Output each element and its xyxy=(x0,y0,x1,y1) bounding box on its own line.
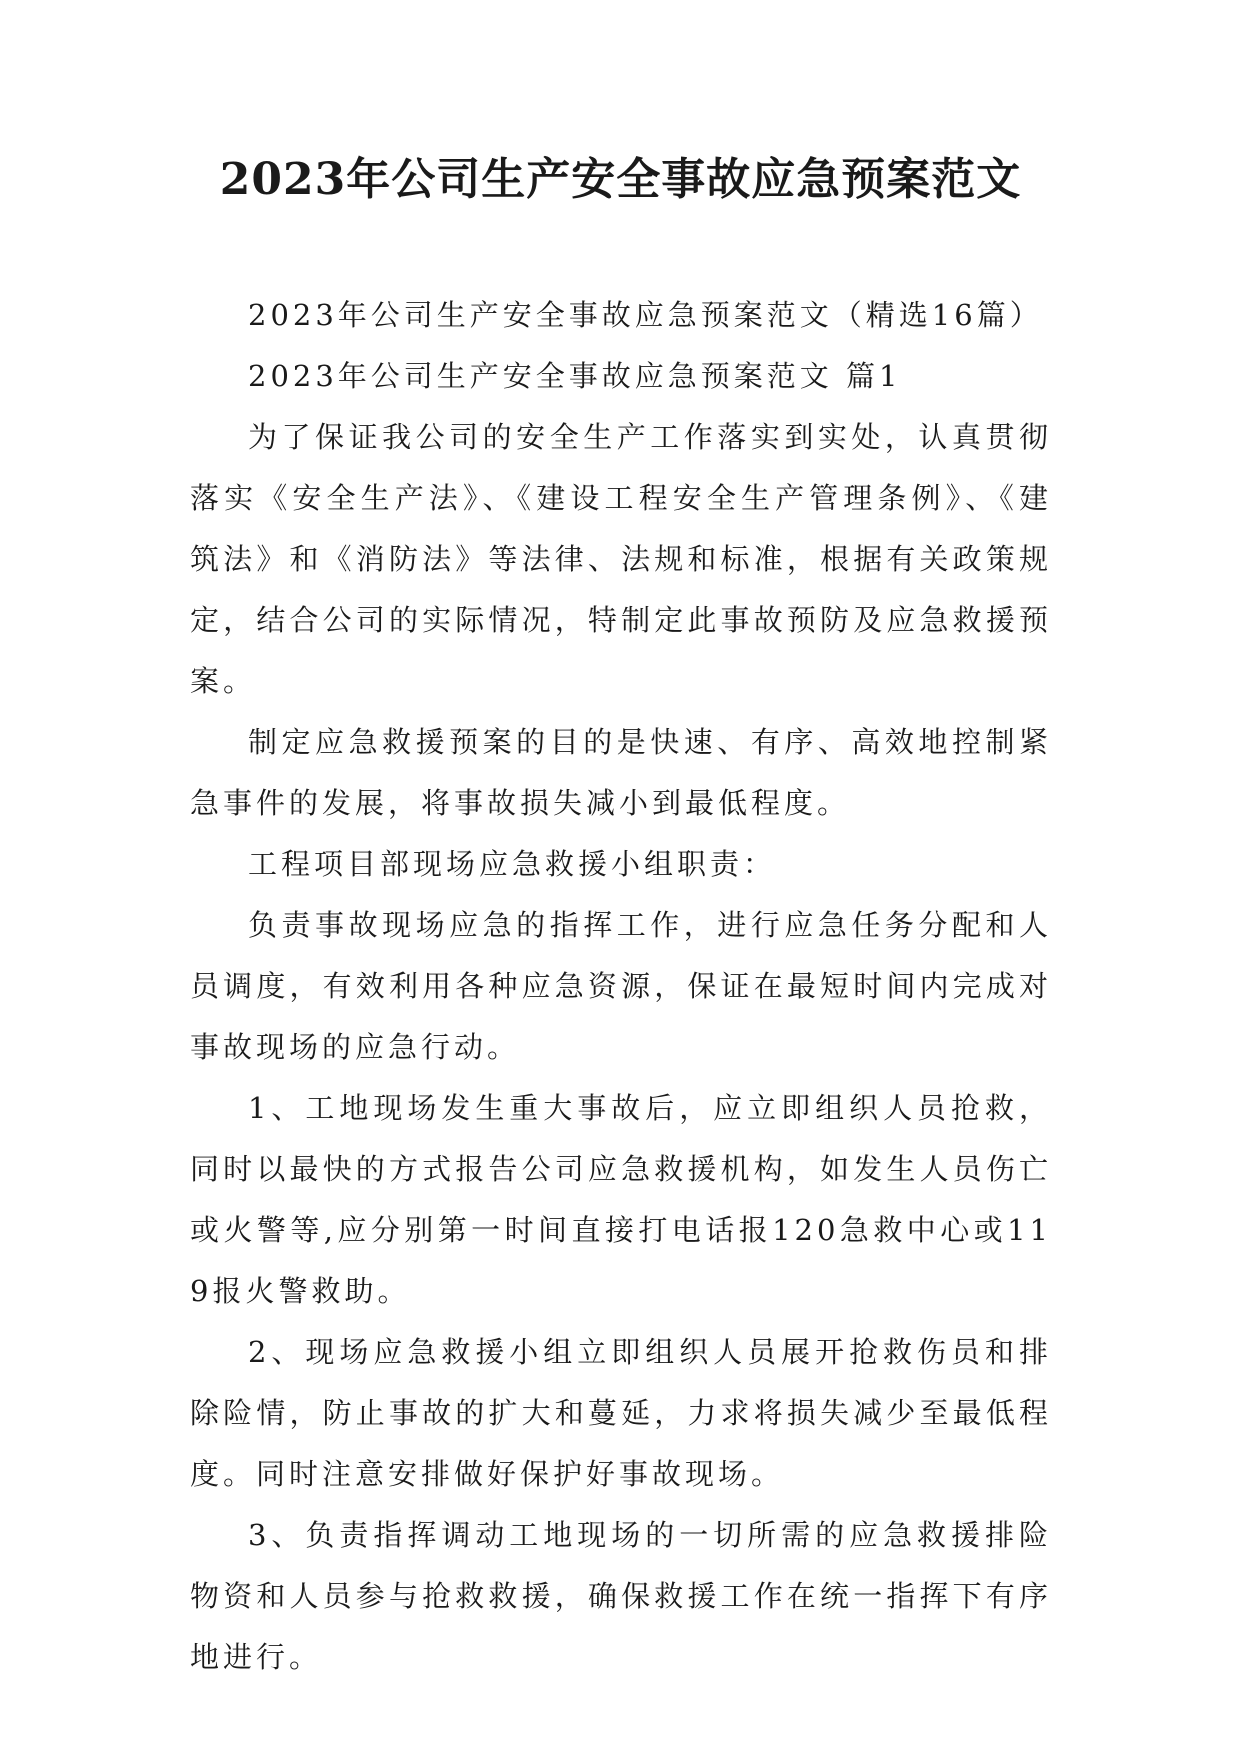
body-paragraph: 1、工地现场发生重大事故后，应立即组织人员抢救，同时以最快的方式报告公司应急救援机构，如发生人员伤亡或火警等,应分别第一时间直接打电话报120急救中心或119报火警救助。 xyxy=(190,1091,1052,1308)
body-paragraph: 工程项目部现场应急救援小组职责： xyxy=(248,847,777,881)
document-body xyxy=(190,285,1052,1688)
body-paragraph: 3、负责指挥调动工地现场的一切所需的应急救援排险物资和人员参与抢救救援，确保救援工作在统一指挥下有序地进行。 xyxy=(190,1518,1052,1674)
body-paragraph: 负责事故现场应急的指挥工作，进行应急任务分配和人员调度，有效利用各种应急资源，保证在最短时间内完成对事故现场的应急行动。 xyxy=(190,908,1052,1064)
body-paragraph: 制定应急救援预案的目的是快速、有序、高效地控制紧急事件的发展，将事故损失减小到最低程度。 xyxy=(190,725,1052,820)
document-title: 2023年公司生产安全事故应急预案范文 xyxy=(219,154,1022,205)
subtitle-paragraph: 2023年公司生产安全事故应急预案范文（精选16篇） xyxy=(248,298,1043,332)
body-paragraph: 为了保证我公司的安全生产工作落实到实处，认真贯彻落实《安全生产法》、《建设工程安全生产管理条例》、《建筑法》和《消防法》等法律、法规和标准，根据有关政策规定，结合公司的实际情况，特制定此事故预防及应急救援预案。 xyxy=(190,420,1052,698)
section-heading: 2023年公司生产安全事故应急预案范文 篇1 xyxy=(248,359,902,393)
body-paragraph: 2、现场应急救援小组立即组织人员展开抢救伤员和排除险情，防止事故的扩大和蔓延，力求将损失减少至最低程度。同时注意安排做好保护好事故现场。 xyxy=(190,1335,1052,1491)
